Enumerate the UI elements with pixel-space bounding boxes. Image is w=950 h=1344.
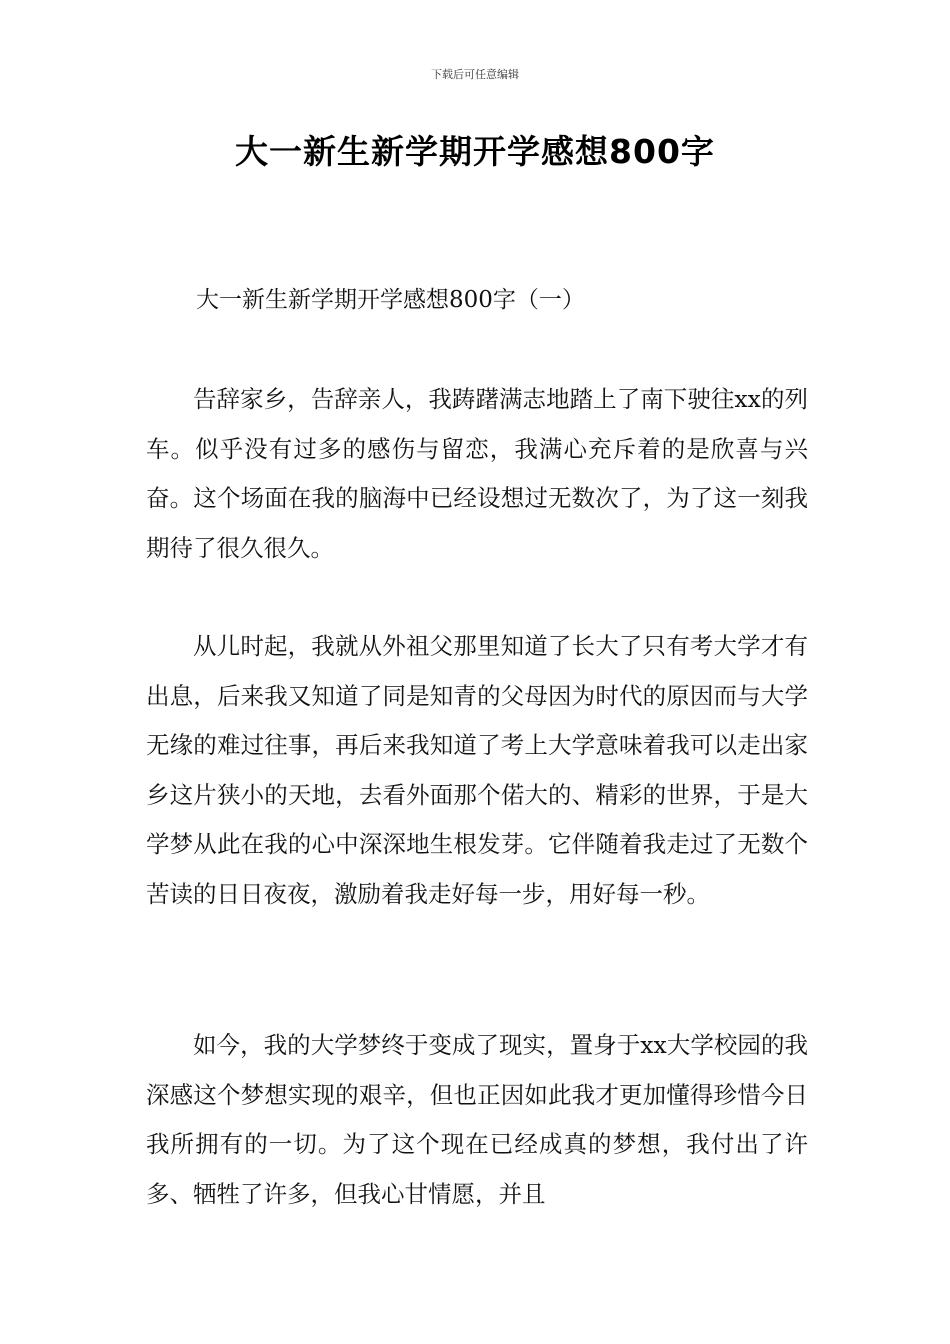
header-note: 下载后可任意编辑 (431, 68, 519, 81)
paragraph-1: 告辞家乡，告辞亲人，我踌躇满志地踏上了南下驶往xx的列车。似乎没有过多的感伤与留恋，我满心充斥着的是欣喜与兴奋。这个场面在我的脑海中已经设想过无数次了，为了这一刻我期待了很久很久。 (146, 385, 808, 562)
document-title: 大一新生新学期开学感想800字 (235, 132, 715, 171)
paragraph-2: 从儿时起，我就从外祖父那里知道了长大了只有考大学才有出息，后来我又知道了同是知青的父母因为时代的原因而与大学无缘的难过往事，再后来我知道了考上大学意味着我可以走出家乡这片狭小的天地，去看外面那个偌大的、精彩的世界，于是大学梦从此在我的心中深深地生根发芽。它伴随着我走过了无数个苦读的日日夜夜，激励着我走好每一步，用好每一秒。 (146, 632, 808, 908)
section-heading: 大一新生新学期开学感想800字（一） (196, 287, 585, 313)
paragraph-3: 如今，我的大学梦终于变成了现实，置身于xx大学校园的我深感这个梦想实现的艰辛，但也正因如此我才更加懂得珍惜今日我所拥有的一切。为了这个现在已经成真的梦想，我付出了许多、牺牲了许多，但我心甘情愿，并且 (146, 1031, 808, 1208)
